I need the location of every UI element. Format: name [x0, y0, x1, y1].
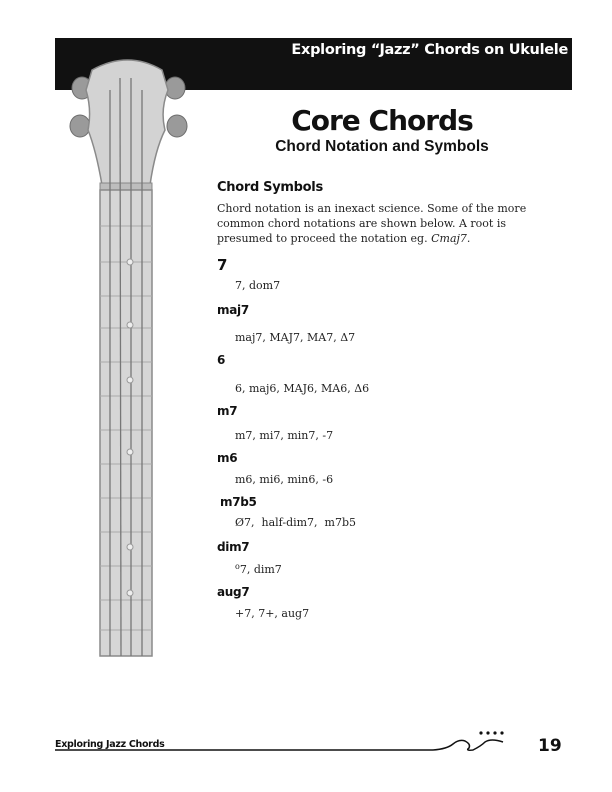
page-title: Core Chords [291, 104, 473, 137]
chord-variants: 7, dom7 [235, 279, 281, 292]
chord-name: m7b5 [220, 495, 257, 509]
chord-variants: maj7, MAJ7, MA7, Δ7 [235, 331, 356, 344]
header-title: Exploring “Jazz” Chords on Ukulele [291, 42, 568, 58]
tuning-peg-right-bottom [167, 115, 187, 137]
chord-name: aug7 [217, 585, 250, 599]
nut [100, 183, 152, 190]
neck [100, 190, 152, 656]
page-number: 19 [538, 736, 562, 756]
chord-variants: 6, maj6, MAJ6, MA6, Δ6 [235, 382, 370, 395]
chord-variants: Ø7, half-dim7, m7b5 [235, 516, 357, 529]
tuning-peg-left-bottom [70, 115, 90, 137]
chord-name: maj7 [217, 303, 249, 317]
chord-variants [235, 562, 282, 576]
chord-variants: +7, 7+, aug7 [235, 607, 310, 620]
chord-variants-text: 7, dim7 [239, 563, 282, 576]
diminished-symbol: o [235, 562, 240, 571]
chord-variants: m7, mi7, min7, -7 [235, 429, 334, 442]
chord-variants: m6, mi6, min6, -6 [235, 473, 334, 486]
section-heading: Chord Symbols [217, 180, 323, 195]
chord-name: m6 [217, 451, 238, 465]
footer-label: Exploring Jazz Chords [55, 739, 165, 750]
chord-name: 7 [217, 256, 228, 274]
chord-name: dim7 [217, 540, 250, 554]
intro-text: Chord notation is an inexact science. Some of the more common chord notations are shown below. A root is presumed to proceed the notation eg. [217, 202, 527, 245]
intro-paragraph [217, 201, 537, 246]
chord-name: 6 [217, 353, 226, 367]
page-subtitle: Chord Notation and Symbols [275, 138, 489, 155]
headstock [86, 60, 168, 185]
intro-example: Cmaj7. [431, 232, 471, 245]
chord-name: m7 [217, 404, 238, 418]
